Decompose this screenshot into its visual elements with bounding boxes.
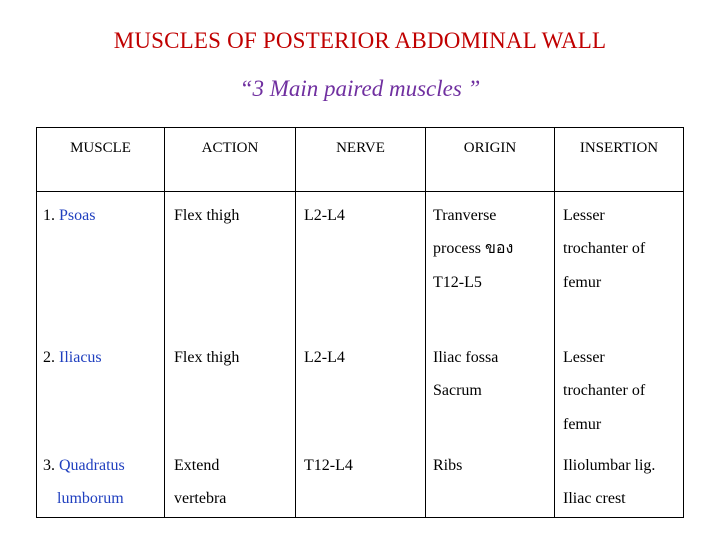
muscle-table bbox=[36, 127, 684, 518]
insertion-line: Lesser bbox=[563, 349, 605, 366]
action-cell: Flex thigh bbox=[174, 349, 240, 366]
header-divider bbox=[37, 191, 683, 192]
header-origin: ORIGIN bbox=[463, 140, 517, 156]
insertion-line: femur bbox=[563, 274, 602, 291]
insertion-line: Lesser bbox=[563, 207, 605, 224]
nerve-cell: L2-L4 bbox=[304, 349, 345, 366]
table-row-quadratus-muscle bbox=[43, 458, 125, 474]
action-cell: Extend bbox=[174, 457, 220, 474]
insertion-line: Iliac crest bbox=[563, 490, 626, 507]
column-divider bbox=[295, 128, 296, 517]
origin-line: Sacrum bbox=[433, 382, 482, 399]
insertion-line: trochanter of bbox=[563, 382, 646, 399]
muscle-name: Psoas bbox=[59, 207, 96, 224]
page-subtitle: “3 Main paired muscles ” bbox=[239, 76, 481, 101]
header-insertion: INSERTION bbox=[579, 140, 659, 156]
header-action: ACTION bbox=[201, 140, 259, 156]
row-number: 3. bbox=[43, 457, 55, 474]
origin-line: T12-L5 bbox=[433, 274, 482, 291]
header-muscle: MUSCLE bbox=[70, 140, 131, 156]
row-number: 2. bbox=[43, 349, 55, 366]
insertion-line: Iliolumbar lig. bbox=[563, 457, 656, 474]
origin-line: Iliac fossa bbox=[433, 349, 499, 366]
muscle-name-line2: lumborum bbox=[57, 490, 124, 507]
insertion-line: femur bbox=[563, 416, 602, 433]
nerve-cell: L2-L4 bbox=[304, 207, 345, 224]
insertion-line: trochanter of bbox=[563, 240, 646, 257]
nerve-cell: T12-L4 bbox=[304, 457, 353, 474]
column-divider bbox=[425, 128, 426, 517]
origin-line: process ของ bbox=[433, 240, 514, 257]
action-cell: Flex thigh bbox=[174, 207, 240, 224]
column-divider bbox=[554, 128, 555, 517]
page-title: MUSCLES OF POSTERIOR ABDOMINAL WALL bbox=[113, 28, 607, 53]
row-number: 1. bbox=[43, 207, 55, 224]
table-row-psoas-muscle bbox=[43, 208, 95, 224]
muscle-name: Iliacus bbox=[59, 349, 102, 366]
action-cell-line2: vertebra bbox=[174, 490, 227, 507]
table-row-iliacus-muscle bbox=[43, 350, 102, 366]
muscle-name: Quadratus bbox=[59, 457, 125, 474]
header-nerve: NERVE bbox=[336, 140, 385, 156]
column-divider bbox=[164, 128, 165, 517]
origin-line: Ribs bbox=[433, 457, 463, 474]
origin-line: Tranverse bbox=[433, 207, 497, 224]
